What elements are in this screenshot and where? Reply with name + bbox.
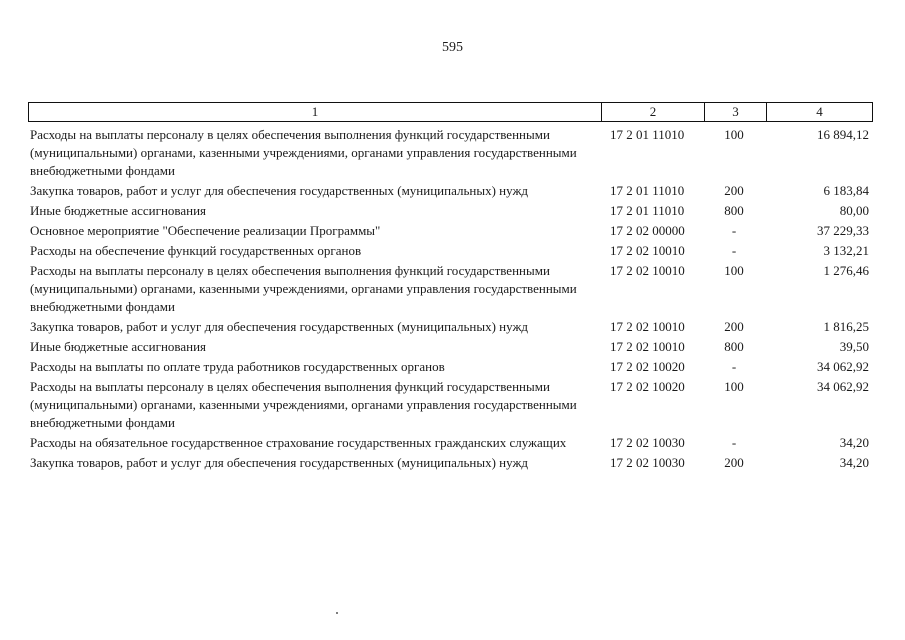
row-code: 17 2 02 10020 bbox=[610, 379, 685, 394]
row-amount: 3 132,21 bbox=[823, 243, 869, 258]
row-amount: 1 276,46 bbox=[823, 263, 869, 278]
row-type: 100 bbox=[724, 127, 744, 142]
row-name: Расходы на выплаты персоналу в целях обеспечения выполнения функций государственными (муниципальными) органами, казенными учреждениями, органами управления государственными внебюджетными фондами bbox=[30, 127, 577, 178]
table-row bbox=[28, 454, 873, 472]
row-name: Расходы на обеспечение функций государственных органов bbox=[30, 243, 362, 258]
table-row bbox=[28, 222, 873, 240]
row-type: - bbox=[731, 243, 737, 258]
table-row bbox=[28, 242, 873, 260]
table-body bbox=[28, 126, 873, 472]
row-type: - bbox=[731, 435, 737, 450]
table-header bbox=[28, 102, 873, 122]
table-row bbox=[28, 338, 873, 356]
row-amount: 34,20 bbox=[839, 455, 869, 470]
scan-speck bbox=[336, 612, 338, 614]
row-code: 17 2 01 11010 bbox=[610, 127, 685, 142]
row-amount: 34 062,92 bbox=[817, 359, 869, 374]
row-code: 17 2 01 11010 bbox=[610, 183, 685, 198]
row-name: Расходы на выплаты персоналу в целях обеспечения выполнения функций государственными (муниципальными) органами, казенными учреждениями, органами управления государственными внебюджетными фондами bbox=[30, 379, 577, 430]
row-code: 17 2 02 10010 bbox=[610, 263, 685, 278]
row-code: 17 2 02 10030 bbox=[610, 455, 685, 470]
row-name: Основное мероприятие "Обеспечение реализации Программы" bbox=[30, 223, 381, 238]
row-type: 200 bbox=[724, 183, 744, 198]
row-code: 17 2 02 00000 bbox=[610, 223, 685, 238]
table-row bbox=[28, 434, 873, 452]
row-name: Расходы на выплаты персоналу в целях обеспечения выполнения функций государственными (муниципальными) органами, казенными учреждениями, органами управления государственными внебюджетными фондами bbox=[30, 263, 577, 314]
row-amount: 80,00 bbox=[839, 203, 869, 218]
row-code: 17 2 02 10020 bbox=[610, 359, 685, 374]
table-row bbox=[28, 126, 873, 180]
row-amount: 34,20 bbox=[839, 435, 869, 450]
table-row bbox=[28, 262, 873, 316]
header-col-4: 4 bbox=[766, 103, 872, 121]
row-type: 800 bbox=[724, 339, 744, 354]
row-type: 100 bbox=[724, 263, 744, 278]
table-row bbox=[28, 358, 873, 376]
header-col-3: 3 bbox=[704, 103, 766, 121]
row-name: Закупка товаров, работ и услуг для обеспечения государственных (муниципальных) нужд bbox=[30, 319, 529, 334]
row-amount: 37 229,33 bbox=[817, 223, 869, 238]
table-row bbox=[28, 182, 873, 200]
row-code: 17 2 01 11010 bbox=[610, 203, 685, 218]
row-amount: 16 894,12 bbox=[817, 127, 869, 142]
row-amount: 34 062,92 bbox=[817, 379, 869, 394]
row-code: 17 2 02 10010 bbox=[610, 243, 685, 258]
budget-table bbox=[28, 102, 873, 474]
row-amount: 6 183,84 bbox=[823, 183, 869, 198]
row-amount: 1 816,25 bbox=[823, 319, 869, 334]
row-code: 17 2 02 10010 bbox=[610, 339, 685, 354]
row-amount: 39,50 bbox=[839, 339, 869, 354]
header-col-1: 1 bbox=[311, 104, 319, 119]
table-row bbox=[28, 318, 873, 336]
row-type: 800 bbox=[724, 203, 744, 218]
row-name: Закупка товаров, работ и услуг для обеспечения государственных (муниципальных) нужд bbox=[30, 183, 529, 198]
row-name: Иные бюджетные ассигнования bbox=[30, 203, 207, 218]
table-row bbox=[28, 202, 873, 220]
row-type: - bbox=[731, 223, 737, 238]
header-col-2: 2 bbox=[601, 103, 704, 121]
row-type: 200 bbox=[724, 455, 744, 470]
row-name: Расходы на выплаты по оплате труда работников государственных органов bbox=[30, 359, 445, 374]
row-name: Расходы на обязательное государственное страхование государственных гражданских служащих bbox=[30, 435, 567, 450]
row-code: 17 2 02 10030 bbox=[610, 435, 685, 450]
row-type: - bbox=[731, 359, 737, 374]
table-row bbox=[28, 378, 873, 432]
row-type: 200 bbox=[724, 319, 744, 334]
row-type: 100 bbox=[724, 379, 744, 394]
row-code: 17 2 02 10010 bbox=[610, 319, 685, 334]
page-number: 595 bbox=[442, 40, 463, 55]
row-name: Иные бюджетные ассигнования bbox=[30, 339, 207, 354]
row-name: Закупка товаров, работ и услуг для обеспечения государственных (муниципальных) нужд bbox=[30, 455, 529, 470]
